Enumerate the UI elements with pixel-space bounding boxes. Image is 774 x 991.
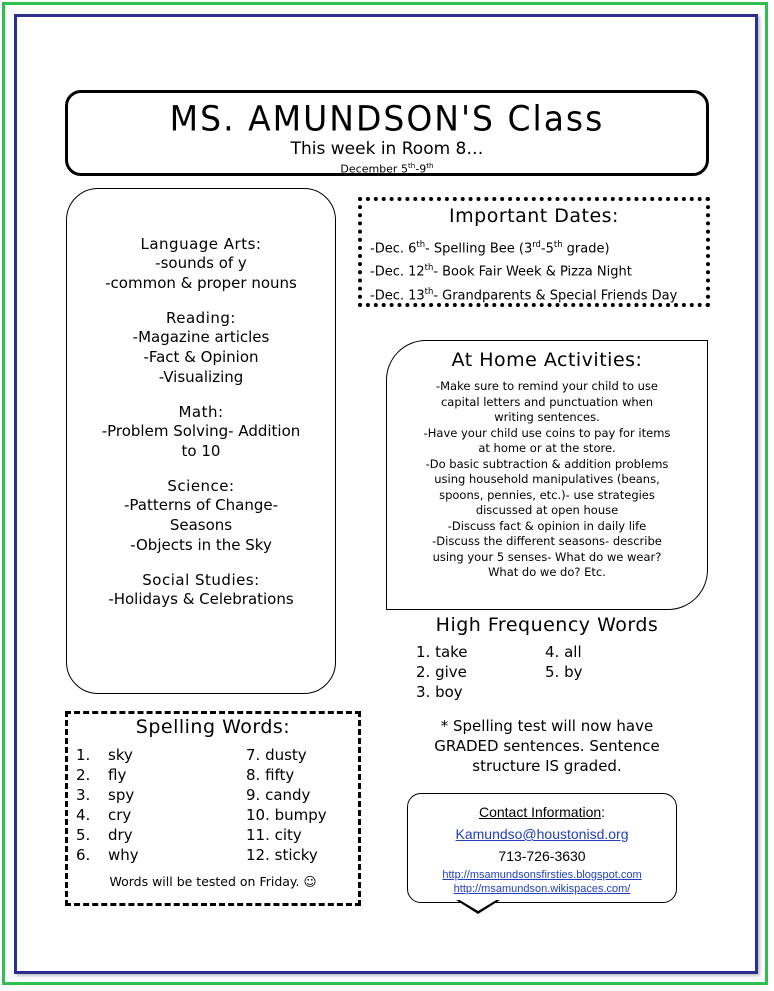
subjects-box xyxy=(66,188,336,694)
spelling-word: dry xyxy=(108,826,133,844)
activity-line: What do we do? Etc. xyxy=(488,565,606,579)
spelling-word: why xyxy=(108,846,139,864)
spelling-footer: Words will be tested on Friday. ☺ xyxy=(109,874,317,889)
spelling-word: 7. dusty xyxy=(246,746,307,764)
week-dates xyxy=(68,159,706,177)
dates-prefix: December 5 xyxy=(340,162,408,176)
spelling-word: 9. candy xyxy=(246,786,311,804)
date-text: -Dec. 12 xyxy=(370,264,425,280)
contact-box xyxy=(407,793,677,903)
activity-line: capital letters and punctuation when xyxy=(440,394,654,409)
spelling-words-box xyxy=(65,711,361,906)
date-text: -Dec. 6 xyxy=(370,241,417,257)
date-sup: th xyxy=(424,285,434,296)
dates-sup: th xyxy=(426,161,434,170)
subject-line: -Fact & Opinion xyxy=(143,348,259,366)
subject-line: -Objects in the Sky xyxy=(130,536,272,554)
date-item xyxy=(370,235,698,258)
home-activities-box xyxy=(386,340,708,610)
dates-sup: th xyxy=(407,161,416,170)
important-dates-heading: Important Dates: xyxy=(449,205,619,227)
date-item xyxy=(370,282,698,305)
spelling-number: 6. xyxy=(76,846,91,864)
subject-heading: Language Arts: xyxy=(140,235,262,253)
hf-word: 3. boy xyxy=(416,683,463,701)
subject-line: -sounds of y xyxy=(155,254,247,272)
home-activities-heading: At Home Activities: xyxy=(451,349,643,371)
dates-mid: -9 xyxy=(415,162,427,176)
contact-heading-text: Contact Information xyxy=(478,804,602,820)
date-text: - Grandparents & Special Friends Day xyxy=(433,287,678,303)
high-frequency-heading: High Frequency Words xyxy=(435,614,659,636)
activity-line: -Make sure to remind your child to use xyxy=(435,379,658,393)
spelling-word: fly xyxy=(108,766,127,784)
hf-word: 5. by xyxy=(545,663,583,681)
date-text: -Dec. 13 xyxy=(370,287,425,303)
page-title: MS. AMUNDSON'S Class xyxy=(169,98,605,139)
spelling-heading: Spelling Words: xyxy=(135,716,291,738)
spelling-number: 1. xyxy=(76,746,91,764)
date-text: - Spelling Bee (3 xyxy=(425,241,533,257)
activity-line: -Do basic subtraction & addition problems xyxy=(425,456,669,471)
spelling-word: cry xyxy=(108,806,132,824)
activity-line: writing sentences. xyxy=(494,410,600,424)
contact-phone: 713-726-3630 xyxy=(498,848,586,864)
spelling-word: 12. sticky xyxy=(246,846,318,864)
activity-line: using your 5 senses- What do we wear? xyxy=(432,549,662,564)
subject-line: -Patterns of Change- xyxy=(123,496,279,514)
subject-heading: Science: xyxy=(167,477,235,495)
spelling-word: 8. fifty xyxy=(246,766,295,784)
contact-heading xyxy=(408,804,676,820)
speech-tail-fill xyxy=(458,899,498,911)
subject-heading: Math: xyxy=(178,403,224,421)
spelling-number: 5. xyxy=(76,826,91,844)
spelling-number: 2. xyxy=(76,766,91,784)
spelling-word: spy xyxy=(108,786,135,804)
date-item xyxy=(370,258,698,281)
subject-line: Seasons xyxy=(169,516,233,534)
spelling-word: sky xyxy=(108,746,133,764)
date-text: - Book Fair Week & Pizza Night xyxy=(433,264,632,280)
subject-line: -Holidays & Celebrations xyxy=(108,590,294,608)
important-dates-box xyxy=(358,197,710,307)
note-line: GRADED sentences. Sentence xyxy=(434,737,660,755)
spelling-number: 4. xyxy=(76,806,91,824)
spelling-word: 11. city xyxy=(246,826,302,844)
contact-email-link[interactable]: Kamundso@houstonisd.org xyxy=(455,826,629,842)
date-sup: th xyxy=(553,239,563,249)
spelling-word: 10. bumpy xyxy=(246,806,327,824)
activity-line: discussed at open house xyxy=(475,503,619,517)
title-box xyxy=(65,90,709,176)
page-subtitle: This week in Room 8… xyxy=(290,139,484,159)
subject-line: -Visualizing xyxy=(158,368,244,386)
activity-line: spoons, pennies, etc.)- use strategies xyxy=(439,487,655,502)
note-line: * Spelling test will now have xyxy=(440,717,654,735)
wiki-link[interactable]: http://msamundson.wikispaces.com/ xyxy=(453,883,631,895)
hf-word: 4. all xyxy=(545,643,582,661)
activity-line: -Discuss fact & opinion in daily life xyxy=(447,518,647,533)
date-text: grade) xyxy=(562,241,610,257)
subject-heading: Reading: xyxy=(166,309,236,327)
spelling-number: 3. xyxy=(76,786,91,804)
contact-heading-colon: : xyxy=(601,804,606,820)
hf-word: 2. give xyxy=(416,663,467,681)
activity-line: -Discuss the different seasons- describe xyxy=(432,534,662,548)
date-sup: th xyxy=(416,239,426,249)
subject-line: -Problem Solving- Addition xyxy=(101,422,301,440)
date-sup: th xyxy=(424,262,434,273)
hf-word: 1. take xyxy=(416,643,468,661)
subject-line: -Magazine articles xyxy=(132,328,270,346)
note-line: structure IS graded. xyxy=(472,757,622,775)
date-text: -5 xyxy=(540,241,554,257)
subject-line: to 10 xyxy=(181,442,221,460)
subject-heading: Social Studies: xyxy=(142,571,260,589)
date-sup: rd xyxy=(532,239,541,249)
activity-line: at home or at the store. xyxy=(478,441,616,455)
subject-line: -common & proper nouns xyxy=(105,274,297,292)
activity-line: using household manipulatives (beans, xyxy=(434,472,660,486)
spelling-note xyxy=(386,716,708,776)
blog-link[interactable]: http://msamundsonsfirsties.blogspot.com xyxy=(442,869,642,881)
activity-line: -Have your child use coins to pay for items xyxy=(423,425,671,440)
